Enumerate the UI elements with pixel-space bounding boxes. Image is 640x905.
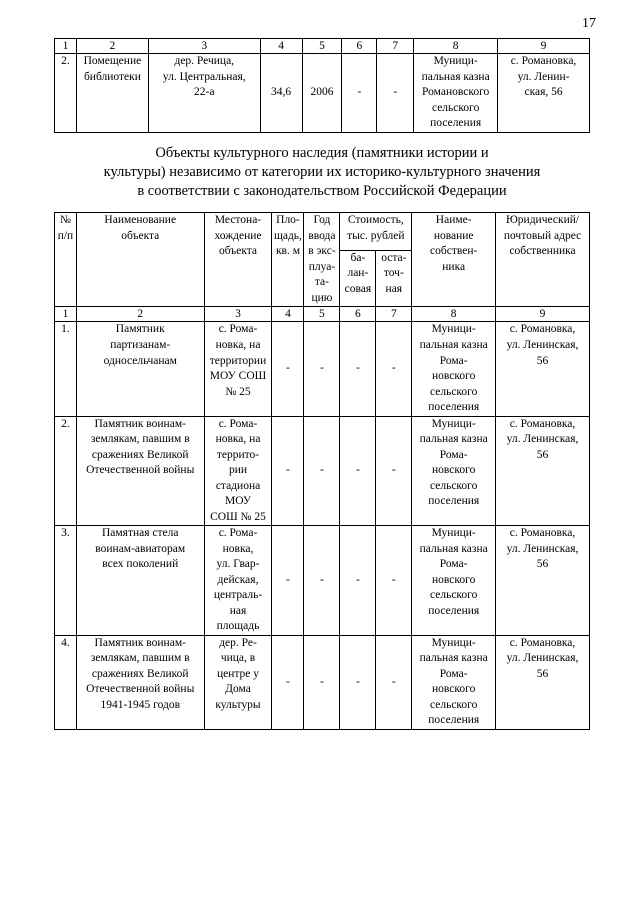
page-number: 17 [582,16,596,31]
residual-cost-cell: - [376,635,412,729]
location-line: ул. Гвар- [216,558,260,571]
owner-line: поселения [428,495,480,508]
header-line: оста- [381,251,407,264]
address-cell [498,54,590,133]
owner-line: пальная казна [419,338,488,351]
header-line: Юридический/ [505,214,580,226]
object-name-line: землякам, павшим в [90,433,190,446]
balance-cost-cell: - [340,322,376,416]
header-line: плуа- [308,260,336,273]
header-owner [412,213,496,307]
address-cell [496,322,590,416]
owner-line: Рома- [439,448,468,461]
table-row [55,526,590,636]
row-number: 2. [55,54,77,133]
col-num: 7 [377,39,414,54]
owner-line: пальная казна [421,70,490,83]
row-number: 2. [55,416,77,526]
header-cost [340,213,412,251]
header-line: та- [314,276,329,289]
col-num: 4 [260,39,302,54]
object-name-line: сражениях Великой [91,448,189,461]
col-num: 8 [414,39,498,54]
area-cell: - [272,635,304,729]
location-line: стадиона [215,479,261,492]
table-row [55,322,590,416]
header-line: объекта [218,245,258,258]
table-body [55,322,590,729]
area-cell: - [272,526,304,636]
owner-cell [412,416,496,526]
column-number-row [55,39,590,54]
location-cell [204,635,272,729]
col-num: 5 [302,39,342,54]
col-num: 9 [498,39,590,54]
location-cell [148,54,260,133]
location-line: ная [229,604,247,617]
year-cell: - [304,322,340,416]
object-name-line: воинам-авиаторам [95,542,186,555]
header-line: Местона- [214,214,262,226]
address-line: ул. Ленин- [517,70,570,83]
header-line: п/п [57,229,74,242]
location-line: МОУ [224,495,252,508]
heading-line: Объекты культурного наследия (памятники истории и [155,145,489,161]
address-line: с. Романовка, [509,636,576,649]
owner-line: новского [432,573,476,586]
object-name-line: землякам, павшим в [90,652,190,665]
address-line: 56 [536,667,549,680]
header-line: ба- [350,251,366,264]
header-line: собственника [509,245,576,258]
location-cell [204,526,272,636]
header-line: щадь, [273,229,302,242]
address-cell [496,416,590,526]
heading-line: культуры) независимо от категории их историко-культурного значения [103,163,541,180]
location-line: ул. Центральная, [162,70,246,83]
header-line: совая [344,282,372,295]
location-line: централь- [213,589,263,602]
address-line: с. Романовка, [509,417,576,430]
header-line: нование [433,229,474,242]
owner-line: Муници- [433,55,478,68]
owner-line: поселения [428,401,480,414]
year-cell: 2006 [302,54,342,133]
balance-cost-cell: - [340,416,376,526]
owner-cell [414,54,498,133]
location-line: новка, на [215,338,261,351]
header-line: Пло- [276,214,300,226]
area-cell: - [272,416,304,526]
residual-cost-cell: - [376,322,412,416]
header-line: Год [313,214,331,226]
col-num: 8 [412,307,496,322]
address-line: ул. Ленинская, [506,652,579,665]
owner-line: поселения [428,714,480,727]
object-name-line: Памятник [115,323,165,336]
row-number: 1. [55,322,77,416]
header-name [76,213,204,307]
table-row [55,54,590,133]
header-num [55,213,77,307]
location-line: центре у [216,667,260,680]
location-line: террито- [216,448,260,461]
object-name-line: всех поколений [102,558,179,571]
owner-line: новского [432,683,476,696]
table-row [55,635,590,729]
header-balance-cost [340,250,376,306]
location-line: рии [228,464,248,477]
owner-line: сельского [431,101,480,114]
header-line: Стоимость, [347,214,404,226]
balance-cost-cell: - [340,526,376,636]
owner-line: Муници- [431,417,476,430]
residual-cost-cell: - [376,526,412,636]
header-line: хождение [214,229,262,242]
section-heading [54,144,590,201]
col-num: 7 [376,307,412,322]
object-name-line: партизанам- [110,338,171,351]
owner-line: пальная казна [419,433,488,446]
owner-line: новского [432,370,476,383]
heading-line: в соответствии с законодательством Российской Федерации [137,182,507,199]
location-line: МОУ СОШ [209,370,267,383]
owner-line: поселения [428,604,480,617]
object-name-line: Памятник воинам- [94,636,186,649]
header-year [304,213,340,307]
location-line: чица, в [220,652,256,665]
owner-line: Рома- [439,667,468,680]
col-num: 9 [496,307,590,322]
owner-cell [412,635,496,729]
area-cell: - [272,322,304,416]
address-line: 56 [536,448,549,461]
header-location [204,213,272,307]
col-num: 6 [340,307,376,322]
year-cell: - [304,526,340,636]
header-line: Наименование [104,214,177,226]
owner-line: пальная казна [419,542,488,555]
owner-line: Рома- [439,558,468,571]
location-line: № 25 [225,385,251,398]
header-line: в экс- [308,245,336,258]
balance-cost-cell: - [342,54,377,133]
location-line: дер. Речица, [174,55,235,68]
header-line: ника [442,260,466,273]
year-cell: - [304,416,340,526]
col-num: 1 [55,39,77,54]
col-num: 2 [76,39,148,54]
object-name-line: сражениях Великой [91,667,189,680]
object-name-line: Отечественной войны [86,683,195,696]
owner-cell [412,526,496,636]
header-line: кв. м [275,245,300,258]
address-line: с. Романовка, [509,323,576,336]
area-cell: 34,6 [260,54,302,133]
object-name-line: Памятная стела [101,527,179,540]
owner-line: Муници- [431,323,476,336]
owner-line: сельского [429,589,478,602]
address-line: 56 [536,558,549,571]
address-line: 56 [536,354,549,367]
object-name-line: 1941-1945 годов [100,698,181,711]
property-table-continued [54,38,590,133]
owner-line: сельского [429,385,478,398]
header-line: ная [385,282,403,295]
object-name-line: односельчанам [103,354,177,367]
owner-line: Романовского [422,86,490,99]
col-num: 5 [304,307,340,322]
owner-line: поселения [430,117,482,130]
header-line: ввода [308,229,336,242]
owner-line: сельского [429,479,478,492]
year-cell: - [304,635,340,729]
address-line: с. Романовка, [510,55,577,68]
owner-cell [412,322,496,416]
location-line: новка, [222,542,254,555]
header-line: объекта [121,229,160,242]
header-line: собствен- [430,245,478,258]
header-line: почтовый адрес [503,229,582,242]
owner-line: сельского [429,698,478,711]
object-name-line: библиотеки [83,70,141,83]
address-line: с. Романовка, [509,527,576,540]
col-num: 3 [148,39,260,54]
address-line: ул. Ленинская, [506,542,579,555]
col-num: 2 [76,307,204,322]
location-line: дейская, [217,573,259,586]
residual-cost-cell: - [377,54,414,133]
header-line: цию [311,291,333,304]
header-line: Наиме- [435,214,472,226]
object-name-cell [76,526,204,636]
owner-line: Муници- [431,636,476,649]
address-line: ул. Ленинская, [506,338,579,351]
location-cell [204,322,272,416]
header-line: точ- [383,267,404,280]
row-number: 4. [55,635,77,729]
location-line: дер. Ре- [219,636,257,649]
header-area [272,213,304,307]
heritage-objects-table [54,212,590,730]
row-number: 3. [55,526,77,636]
object-name-line: Помещение [83,55,142,68]
object-name-cell [76,322,204,416]
object-name-line: Отечественной войны [86,464,195,477]
col-num: 6 [342,39,377,54]
object-name-line: Памятник воинам- [94,417,186,430]
header-line: № [59,214,71,226]
col-num: 1 [55,307,77,322]
location-line: с. Рома- [218,417,258,430]
column-number-row [55,307,590,322]
address-cell [496,635,590,729]
header-address [496,213,590,307]
location-line: с. Рома- [218,527,258,540]
owner-line: новского [432,464,476,477]
address-line: ул. Ленинская, [506,433,579,446]
object-name-cell [76,635,204,729]
object-name-cell [76,54,148,133]
col-num: 3 [204,307,272,322]
residual-cost-cell: - [376,416,412,526]
location-line: территории [209,354,267,367]
table-row [55,416,590,526]
owner-line: Рома- [439,354,468,367]
location-line: площадь [216,620,260,633]
address-line: ская, 56 [524,86,563,99]
balance-cost-cell: - [340,635,376,729]
address-cell [496,526,590,636]
col-num: 4 [272,307,304,322]
object-name-cell [76,416,204,526]
location-line: культуры [215,698,261,711]
location-cell [204,416,272,526]
location-line: СОШ № 25 [210,510,266,523]
location-line: новка, на [215,433,261,446]
header-line: лан- [347,267,369,280]
header-residual-cost [376,250,412,306]
location-line: 22-а [194,86,215,99]
header-row [55,213,590,251]
location-line: с. Рома- [218,323,258,336]
owner-line: Муници- [431,527,476,540]
header-line: тыс. рублей [347,229,405,242]
location-line: Дома [225,683,251,696]
owner-line: пальная казна [419,652,488,665]
